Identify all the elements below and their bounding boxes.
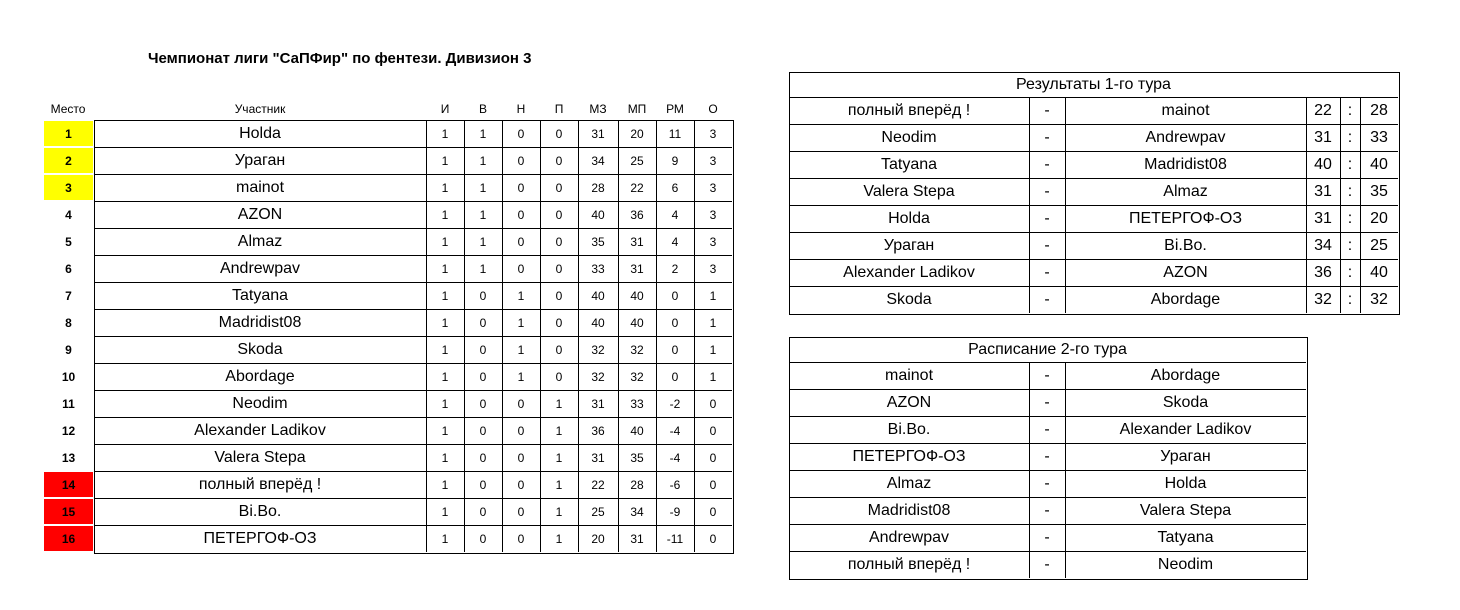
home-score-cell: 22 xyxy=(1314,101,1332,119)
stat-cell-w: 1 xyxy=(479,180,487,195)
away-team-cell: Holda xyxy=(1164,474,1207,492)
separator-cell: - xyxy=(1044,420,1050,438)
stat-cell-gd: 0 xyxy=(671,315,679,330)
grid-hline xyxy=(94,147,732,148)
home-score-cell: 36 xyxy=(1314,263,1332,281)
grid-hline xyxy=(789,497,1306,498)
stat-cell-ga: 25 xyxy=(630,153,644,168)
grid-vline xyxy=(1029,362,1030,578)
stat-cell-pts: 3 xyxy=(709,207,717,222)
away-team-cell: Andrewpav xyxy=(1145,128,1226,146)
stat-cell-p: 1 xyxy=(441,477,449,492)
away-score-cell: 35 xyxy=(1370,182,1388,200)
home-team-cell: Skoda xyxy=(886,290,932,308)
grid-hline xyxy=(789,389,1306,390)
stat-cell-d: 0 xyxy=(517,531,525,546)
stat-cell-d: 0 xyxy=(517,234,525,249)
home-score-cell: 31 xyxy=(1314,182,1332,200)
stat-cell-l: 0 xyxy=(555,126,563,141)
home-team-cell: AZON xyxy=(886,393,932,411)
stat-cell-ga: 34 xyxy=(630,504,644,519)
separator-cell: - xyxy=(1044,101,1050,119)
stat-cell-gf: 34 xyxy=(591,153,605,168)
schedule-caption: Расписание 2-го тура xyxy=(968,340,1127,358)
stat-cell-p: 1 xyxy=(441,342,449,357)
separator-cell: - xyxy=(1044,263,1050,281)
participant-cell: Skoda xyxy=(237,340,283,358)
away-team-cell: Valera Stepa xyxy=(1139,501,1232,519)
grid-vline xyxy=(1360,97,1361,313)
place-cell: 8 xyxy=(65,315,72,330)
stat-cell-d: 0 xyxy=(517,180,525,195)
stat-cell-gf: 31 xyxy=(591,450,605,465)
home-score-cell: 31 xyxy=(1314,209,1332,227)
home-team-cell: Alexander Ladikov xyxy=(843,263,975,281)
stat-cell-w: 1 xyxy=(479,234,487,249)
stat-cell-ga: 33 xyxy=(630,396,644,411)
stat-cell-l: 1 xyxy=(555,477,563,492)
stat-cell-w: 0 xyxy=(479,423,487,438)
separator-cell: - xyxy=(1044,501,1050,519)
header-goals-against: МП xyxy=(627,102,647,116)
grid-hline xyxy=(94,336,732,337)
header-won: В xyxy=(478,102,487,116)
grid-hline xyxy=(789,524,1306,525)
stat-cell-p: 1 xyxy=(441,396,449,411)
stat-cell-d: 0 xyxy=(517,126,525,141)
place-cell: 11 xyxy=(62,396,75,411)
away-score-cell: 20 xyxy=(1370,209,1388,227)
grid-hline xyxy=(94,363,732,364)
stat-cell-p: 1 xyxy=(441,153,449,168)
away-team-cell: Abordage xyxy=(1150,290,1221,308)
stat-cell-w: 0 xyxy=(479,477,487,492)
grid-hline xyxy=(94,309,732,310)
header-goals-for: МЗ xyxy=(589,102,607,116)
home-team-cell: Almaz xyxy=(886,474,932,492)
home-team-cell: Valera Stepa xyxy=(863,182,955,200)
stat-cell-d: 0 xyxy=(517,477,525,492)
grid-vline xyxy=(42,120,43,552)
stat-cell-gf: 40 xyxy=(591,288,605,303)
home-team-cell: Neodim xyxy=(881,128,937,146)
grid-hline xyxy=(94,417,732,418)
stat-cell-l: 1 xyxy=(555,504,563,519)
stat-cell-p: 1 xyxy=(441,369,449,384)
away-team-cell: Almaz xyxy=(1163,182,1208,200)
grid-hline xyxy=(789,551,1306,552)
participant-cell: Holda xyxy=(239,124,281,142)
stat-cell-p: 1 xyxy=(441,450,449,465)
stat-cell-gf: 35 xyxy=(591,234,605,249)
stat-cell-ga: 40 xyxy=(630,288,644,303)
stat-cell-gf: 20 xyxy=(591,531,605,546)
stat-cell-ga: 31 xyxy=(630,531,644,546)
colon-cell: : xyxy=(1347,290,1353,308)
colon-cell: : xyxy=(1347,101,1353,119)
stat-cell-gd: 4 xyxy=(671,234,679,249)
stat-cell-l: 0 xyxy=(555,342,563,357)
stat-cell-l: 0 xyxy=(555,153,563,168)
stat-cell-p: 1 xyxy=(441,207,449,222)
place-cell: 16 xyxy=(44,526,93,551)
stat-cell-gf: 32 xyxy=(591,342,605,357)
stat-cell-gf: 40 xyxy=(591,207,605,222)
separator-cell: - xyxy=(1044,155,1050,173)
participant-cell: Andrewpav xyxy=(219,259,301,277)
header-participant: Участник xyxy=(234,102,286,116)
separator-cell: - xyxy=(1044,182,1050,200)
away-score-cell: 25 xyxy=(1370,236,1388,254)
participant-cell: ПЕТЕРГОФ-ОЗ xyxy=(203,529,317,547)
stat-cell-ga: 35 xyxy=(630,450,644,465)
stat-cell-w: 1 xyxy=(479,261,487,276)
away-score-cell: 40 xyxy=(1370,155,1388,173)
grid-hline xyxy=(94,201,732,202)
standings-grid xyxy=(94,120,734,554)
stat-cell-w: 0 xyxy=(479,531,487,546)
grid-hline xyxy=(789,470,1306,471)
stat-cell-d: 1 xyxy=(517,369,525,384)
grid-vline xyxy=(1065,362,1066,578)
grid-vline xyxy=(1029,97,1030,313)
away-team-cell: Neodim xyxy=(1157,555,1214,573)
stat-cell-gf: 22 xyxy=(591,477,605,492)
stat-cell-gd: 9 xyxy=(671,153,679,168)
separator-cell: - xyxy=(1044,366,1050,384)
grid-vline xyxy=(1340,97,1341,313)
stat-cell-pts: 1 xyxy=(709,315,717,330)
stat-cell-gd: 2 xyxy=(671,261,679,276)
grid-hline xyxy=(94,525,732,526)
participant-cell: Alexander Ladikov xyxy=(194,421,326,439)
stat-cell-gd: 0 xyxy=(671,288,679,303)
stat-cell-pts: 3 xyxy=(709,261,717,276)
away-team-cell: Tatyana xyxy=(1157,528,1214,546)
place-cell: 13 xyxy=(61,450,76,465)
colon-cell: : xyxy=(1347,128,1353,146)
stat-cell-pts: 3 xyxy=(709,234,717,249)
stat-cell-gd: 11 xyxy=(668,126,682,141)
stat-cell-pts: 0 xyxy=(709,423,717,438)
stat-cell-l: 1 xyxy=(555,423,563,438)
grid-hline xyxy=(789,416,1306,417)
stat-cell-pts: 0 xyxy=(709,477,717,492)
stat-cell-w: 0 xyxy=(479,396,487,411)
participant-cell: Tatyana xyxy=(231,286,289,304)
participant-cell: mainot xyxy=(235,178,285,196)
stat-cell-ga: 20 xyxy=(630,126,644,141)
stat-cell-w: 0 xyxy=(479,450,487,465)
stat-cell-gf: 31 xyxy=(591,396,605,411)
away-team-cell: Ураган xyxy=(1160,447,1211,465)
home-team-cell: полный вперёд ! xyxy=(847,101,971,119)
separator-cell: - xyxy=(1044,447,1050,465)
stat-cell-w: 0 xyxy=(479,369,487,384)
stat-cell-pts: 3 xyxy=(709,180,717,195)
home-score-cell: 40 xyxy=(1314,155,1332,173)
stat-cell-ga: 32 xyxy=(630,369,644,384)
stat-cell-gf: 33 xyxy=(591,261,605,276)
stat-cell-gd: 4 xyxy=(671,207,679,222)
stat-cell-p: 1 xyxy=(441,504,449,519)
header-place: Место xyxy=(50,102,86,116)
separator-cell: - xyxy=(1044,290,1050,308)
stat-cell-ga: 31 xyxy=(630,261,644,276)
away-team-cell: Madridist08 xyxy=(1144,155,1227,173)
colon-cell: : xyxy=(1347,263,1353,281)
stat-cell-pts: 1 xyxy=(709,342,717,357)
away-score-cell: 28 xyxy=(1370,101,1388,119)
stat-cell-gd: 6 xyxy=(671,180,679,195)
stat-cell-d: 0 xyxy=(517,261,525,276)
header-goal-diff: РМ xyxy=(666,102,684,116)
stat-cell-pts: 0 xyxy=(709,531,717,546)
schedule-grid xyxy=(789,337,1308,580)
stat-cell-w: 1 xyxy=(479,153,487,168)
place-cell: 6 xyxy=(65,261,72,276)
header-lost: П xyxy=(554,102,564,116)
separator-cell: - xyxy=(1044,128,1050,146)
stat-cell-pts: 0 xyxy=(709,450,717,465)
header-points: О xyxy=(708,102,718,116)
stat-cell-d: 1 xyxy=(517,315,525,330)
grid-hline xyxy=(94,255,732,256)
stat-cell-ga: 40 xyxy=(630,315,644,330)
participant-cell: Bi.Bo. xyxy=(238,502,282,520)
colon-cell: : xyxy=(1347,182,1353,200)
away-team-cell: Bi.Bo. xyxy=(1164,236,1207,254)
away-team-cell: Abordage xyxy=(1150,366,1221,384)
stat-cell-p: 1 xyxy=(441,234,449,249)
stat-cell-d: 1 xyxy=(517,342,525,357)
stat-cell-gf: 28 xyxy=(591,180,605,195)
stat-cell-w: 0 xyxy=(479,504,487,519)
stat-cell-l: 0 xyxy=(555,288,563,303)
colon-cell: : xyxy=(1347,236,1353,254)
place-cell: 1 xyxy=(44,121,93,146)
header-played: И xyxy=(440,102,450,116)
stat-cell-ga: 22 xyxy=(630,180,644,195)
home-team-cell: ПЕТЕРГОФ-ОЗ xyxy=(852,447,966,465)
away-score-cell: 32 xyxy=(1370,290,1388,308)
stat-cell-l: 0 xyxy=(555,234,563,249)
away-team-cell: Skoda xyxy=(1162,393,1209,411)
participant-cell: Madridist08 xyxy=(218,313,302,331)
stat-cell-p: 1 xyxy=(441,126,449,141)
grid-hline xyxy=(94,498,732,499)
separator-cell: - xyxy=(1044,474,1050,492)
stat-cell-l: 0 xyxy=(555,207,563,222)
colon-cell: : xyxy=(1347,155,1353,173)
participant-cell: полный вперёд ! xyxy=(198,475,322,493)
grid-hline xyxy=(94,174,732,175)
stat-cell-ga: 40 xyxy=(630,423,644,438)
place-cell: 5 xyxy=(65,234,72,249)
stat-cell-p: 1 xyxy=(441,288,449,303)
place-cell: 3 xyxy=(44,175,93,200)
separator-cell: - xyxy=(1044,236,1050,254)
home-score-cell: 32 xyxy=(1314,290,1332,308)
home-team-cell: Madridist08 xyxy=(867,501,951,519)
grid-hline xyxy=(94,390,732,391)
stat-cell-gd: -11 xyxy=(666,531,684,546)
stat-cell-gf: 31 xyxy=(591,126,605,141)
away-team-cell: Alexander Ladikov xyxy=(1119,420,1252,438)
grid-hline xyxy=(94,444,732,445)
stat-cell-w: 0 xyxy=(479,342,487,357)
grid-hline xyxy=(94,228,732,229)
grid-vline xyxy=(1306,97,1307,313)
stat-cell-p: 1 xyxy=(441,180,449,195)
place-cell: 10 xyxy=(61,369,76,384)
stat-cell-w: 1 xyxy=(479,126,487,141)
stat-cell-d: 0 xyxy=(517,396,525,411)
stat-cell-gd: -4 xyxy=(669,450,681,465)
stat-cell-gd: -4 xyxy=(669,423,681,438)
place-cell: 12 xyxy=(61,423,76,438)
stat-cell-l: 1 xyxy=(555,450,563,465)
stat-cell-l: 0 xyxy=(555,261,563,276)
stat-cell-l: 0 xyxy=(555,369,563,384)
stat-cell-gf: 25 xyxy=(591,504,605,519)
stat-cell-w: 0 xyxy=(479,288,487,303)
stat-cell-gd: 0 xyxy=(671,342,679,357)
grid-hline xyxy=(94,471,732,472)
participant-cell: Almaz xyxy=(237,232,283,250)
stat-cell-gd: -2 xyxy=(669,396,681,411)
stat-cell-ga: 28 xyxy=(630,477,644,492)
home-team-cell: Ураган xyxy=(883,236,935,254)
colon-cell: : xyxy=(1347,209,1353,227)
stat-cell-l: 1 xyxy=(555,396,563,411)
place-cell: 14 xyxy=(44,472,93,497)
stat-cell-w: 1 xyxy=(479,207,487,222)
participant-cell: Neodim xyxy=(232,394,288,412)
stat-cell-ga: 36 xyxy=(630,207,644,222)
stat-cell-d: 0 xyxy=(517,423,525,438)
stat-cell-gd: 0 xyxy=(671,369,679,384)
away-team-cell: ПЕТЕРГОФ-ОЗ xyxy=(1128,209,1243,227)
stat-cell-d: 0 xyxy=(517,450,525,465)
stat-cell-l: 0 xyxy=(555,180,563,195)
stat-cell-pts: 0 xyxy=(709,504,717,519)
stat-cell-gf: 40 xyxy=(591,315,605,330)
home-team-cell: Andrewpav xyxy=(868,528,950,546)
separator-cell: - xyxy=(1044,209,1050,227)
stat-cell-d: 1 xyxy=(517,288,525,303)
stat-cell-p: 1 xyxy=(441,315,449,330)
stat-cell-gf: 32 xyxy=(591,369,605,384)
stat-cell-p: 1 xyxy=(441,261,449,276)
home-score-cell: 31 xyxy=(1314,128,1332,146)
separator-cell: - xyxy=(1044,555,1050,573)
separator-cell: - xyxy=(1044,528,1050,546)
results-grid xyxy=(789,72,1400,315)
stat-cell-ga: 31 xyxy=(630,234,644,249)
home-team-cell: Tatyana xyxy=(880,155,938,173)
home-team-cell: Holda xyxy=(888,209,930,227)
home-team-cell: полный вперёд ! xyxy=(847,555,971,573)
grid-hline xyxy=(789,362,1306,363)
away-team-cell: AZON xyxy=(1163,263,1208,281)
place-cell: 15 xyxy=(44,499,93,524)
grid-hline xyxy=(94,282,732,283)
stat-cell-p: 1 xyxy=(441,423,449,438)
stat-cell-w: 0 xyxy=(479,315,487,330)
results-caption: Результаты 1-го тура xyxy=(1016,75,1171,93)
stat-cell-l: 0 xyxy=(555,315,563,330)
stat-cell-l: 1 xyxy=(555,531,563,546)
grid-hline xyxy=(789,443,1306,444)
separator-cell: - xyxy=(1044,393,1050,411)
stat-cell-d: 0 xyxy=(517,153,525,168)
home-team-cell: Bi.Bo. xyxy=(887,420,931,438)
stat-cell-d: 0 xyxy=(517,207,525,222)
participant-cell: Valera Stepa xyxy=(214,448,306,466)
stat-cell-pts: 3 xyxy=(709,126,717,141)
stat-cell-gf: 36 xyxy=(591,423,605,438)
stat-cell-pts: 3 xyxy=(709,153,717,168)
away-score-cell: 40 xyxy=(1370,263,1388,281)
stat-cell-pts: 1 xyxy=(709,369,717,384)
stat-cell-gd: -9 xyxy=(669,504,681,519)
participant-cell: AZON xyxy=(237,205,283,223)
grid-vline xyxy=(1065,97,1066,313)
page-title: Чемпионат лиги "СаПФир" по фентези. Дивизион 3 xyxy=(148,50,532,67)
away-team-cell: mainot xyxy=(1161,101,1210,119)
place-cell: 7 xyxy=(65,288,72,303)
participant-cell: Abordage xyxy=(225,367,295,385)
participant-cell: Ураган xyxy=(234,151,286,169)
away-score-cell: 33 xyxy=(1370,128,1388,146)
home-score-cell: 34 xyxy=(1314,236,1332,254)
stat-cell-pts: 1 xyxy=(709,288,717,303)
place-cell: 9 xyxy=(65,342,72,357)
place-cell: 2 xyxy=(44,148,93,173)
stat-cell-p: 1 xyxy=(441,531,449,546)
place-cell: 4 xyxy=(65,207,72,222)
stat-cell-d: 0 xyxy=(517,504,525,519)
stat-cell-gd: -6 xyxy=(669,477,681,492)
stat-cell-pts: 0 xyxy=(709,396,717,411)
stat-cell-ga: 32 xyxy=(630,342,644,357)
home-team-cell: mainot xyxy=(884,366,934,384)
header-drawn: Н xyxy=(516,102,526,116)
